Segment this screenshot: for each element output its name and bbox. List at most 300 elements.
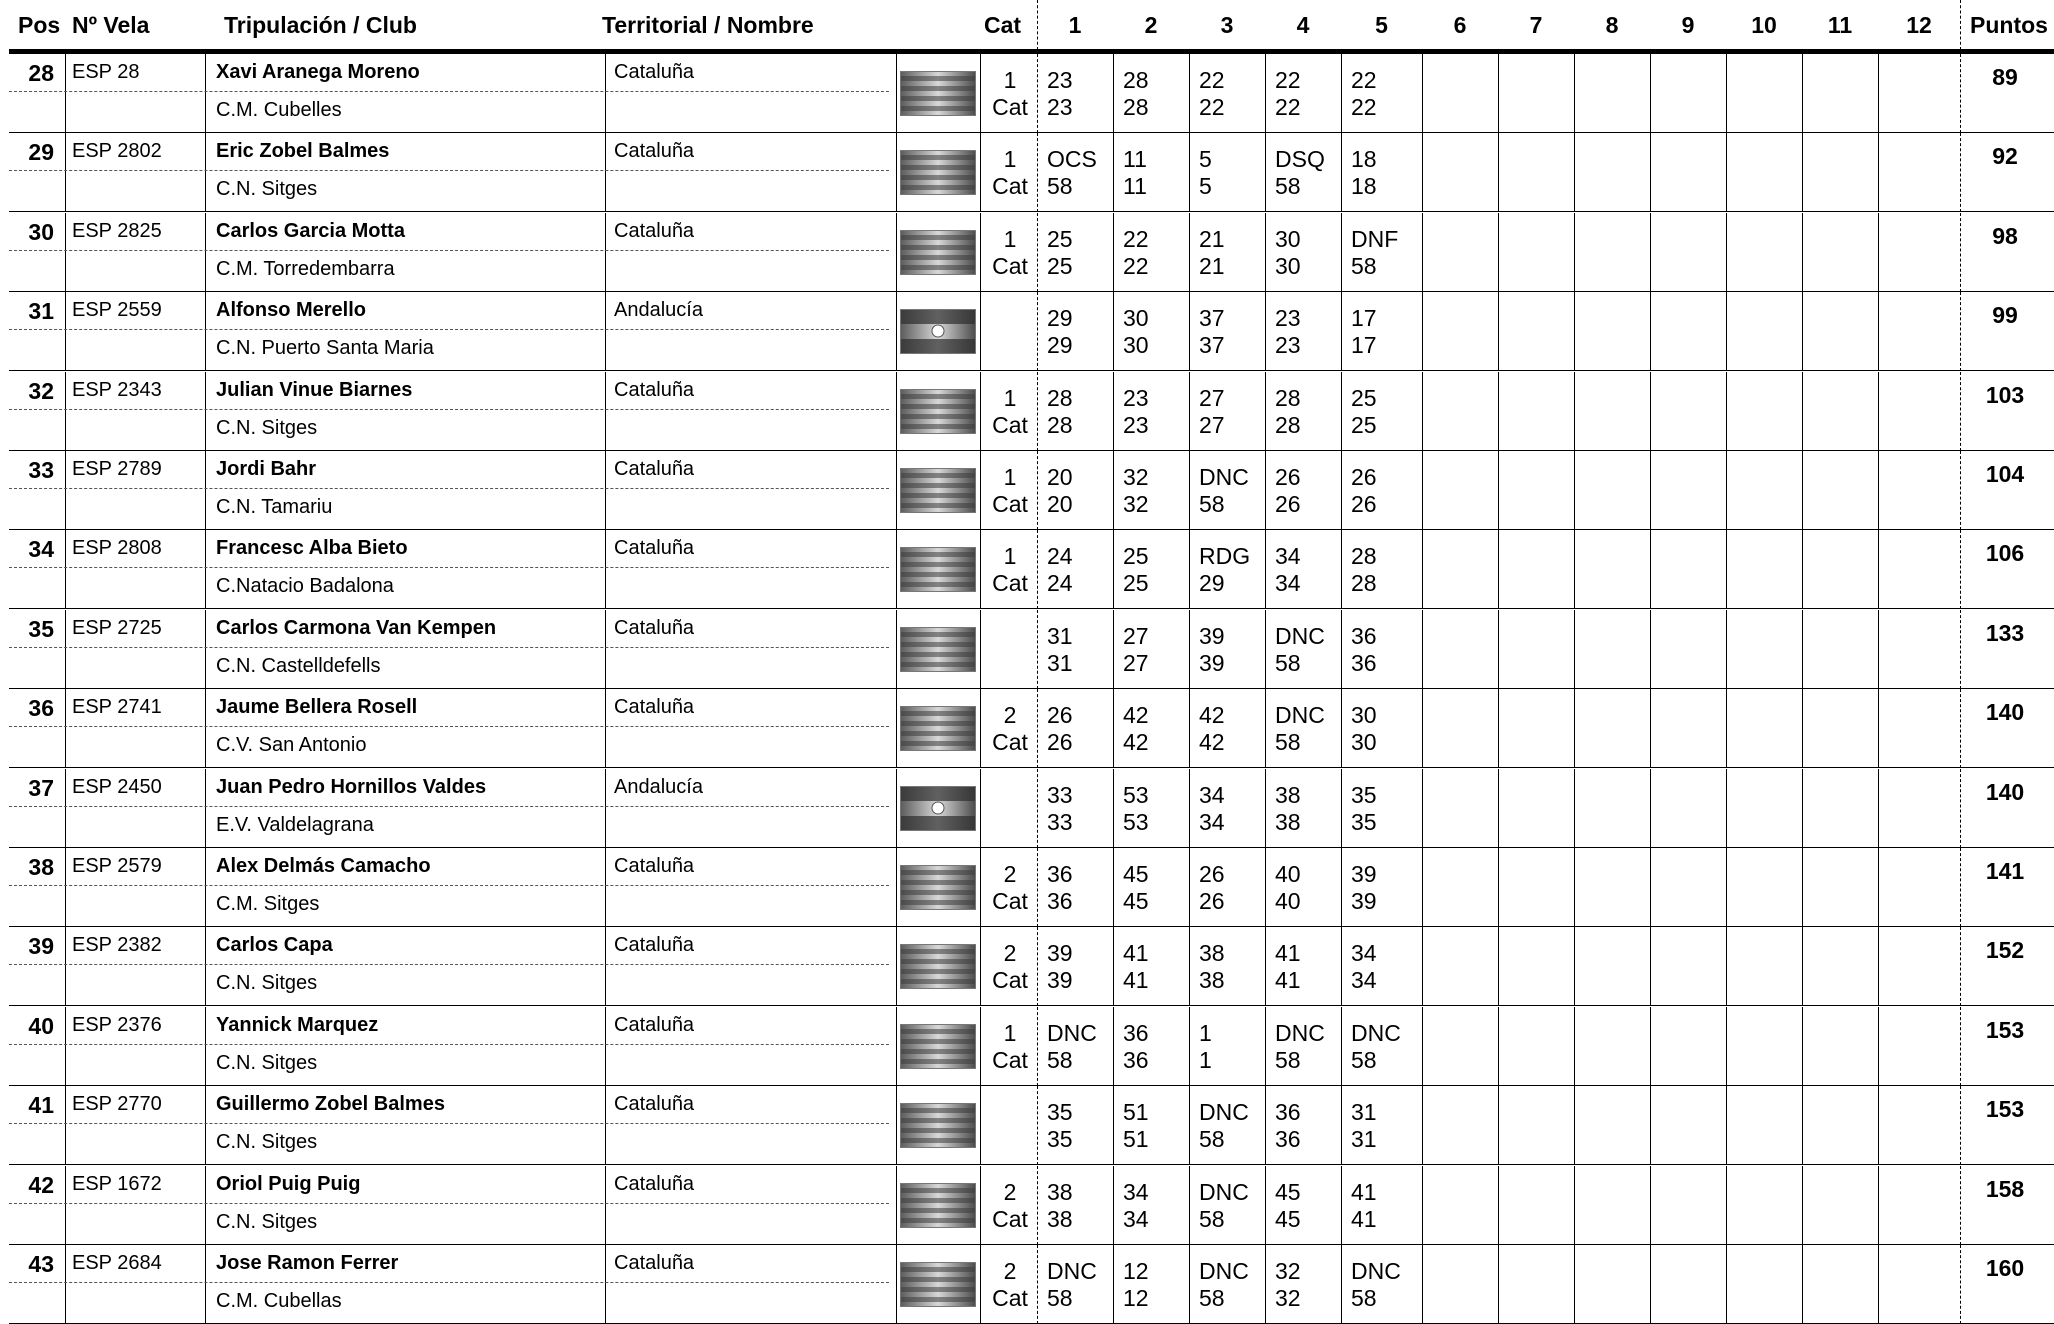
grid-line xyxy=(1265,689,1266,768)
grid-line xyxy=(1650,372,1651,451)
race-4-result: 22 xyxy=(1275,67,1301,93)
grid-line xyxy=(1574,530,1575,609)
grid-line xyxy=(1802,1166,1803,1245)
total-points: 99 xyxy=(1992,302,2018,329)
category-label: Cat xyxy=(992,411,1028,438)
grid-line xyxy=(1422,927,1423,1006)
grid-line xyxy=(1574,292,1575,371)
row-divider xyxy=(9,885,889,886)
race-5-points: 25 xyxy=(1351,411,1377,438)
grid-line xyxy=(1802,1086,1803,1165)
grid-line xyxy=(1498,689,1499,768)
race-3-points: 5 xyxy=(1199,173,1212,200)
race-1-points: 25 xyxy=(1047,252,1073,279)
grid-line xyxy=(896,689,897,768)
grid-line xyxy=(1341,372,1342,451)
grid-line xyxy=(1113,133,1114,212)
race-3-result: 5 xyxy=(1199,146,1212,173)
club-name: E.V. Valdelagrana xyxy=(216,813,374,836)
table-row xyxy=(0,451,2054,530)
category-number: 1 xyxy=(1003,543,1017,570)
grid-line xyxy=(1498,372,1499,451)
race-4-result: 41 xyxy=(1275,940,1301,967)
grid-line xyxy=(1037,372,1038,451)
header-separator xyxy=(1960,0,1961,50)
race-5-result: 30 xyxy=(1351,702,1377,729)
race-2-points: 34 xyxy=(1123,1205,1149,1232)
total-points: 103 xyxy=(1985,381,2025,408)
grid-line xyxy=(1113,54,1114,133)
grid-line xyxy=(605,1007,606,1086)
race-4-result: 32 xyxy=(1275,1258,1301,1284)
territorial: Cataluña xyxy=(614,219,695,242)
row-divider xyxy=(9,409,889,410)
race-1-points: 31 xyxy=(1047,649,1073,676)
catalonia-flag xyxy=(900,468,976,513)
race-4-result: 26 xyxy=(1275,464,1301,490)
grid-line xyxy=(1574,1007,1575,1086)
sail-number: ESP 2343 xyxy=(72,378,162,401)
race-4-points: 30 xyxy=(1275,252,1301,279)
race-2-result: 12 xyxy=(1123,1258,1149,1284)
grid-line xyxy=(1265,530,1266,609)
grid-line xyxy=(65,54,66,133)
race-1-points: 39 xyxy=(1047,967,1073,994)
grid-line xyxy=(1726,1245,1727,1324)
grid-line xyxy=(1113,848,1114,927)
position: 31 xyxy=(28,298,54,325)
race-4-points: 58 xyxy=(1275,173,1301,200)
grid-line xyxy=(65,927,66,1006)
table-row xyxy=(0,848,2054,927)
grid-line xyxy=(65,1086,66,1165)
grid-line xyxy=(1341,530,1342,609)
race-4-result: 34 xyxy=(1275,543,1301,570)
race-1-result: 33 xyxy=(1047,781,1073,808)
grid-line xyxy=(1802,610,1803,689)
catalonia-flag xyxy=(900,706,976,751)
category-number: 2 xyxy=(1003,1178,1017,1205)
grid-line xyxy=(1574,133,1575,212)
sail-number: ESP 2802 xyxy=(72,140,162,163)
race-2-points: 11 xyxy=(1123,173,1147,200)
grid-line xyxy=(1726,213,1727,292)
race-4-points: 58 xyxy=(1275,1046,1301,1073)
club-name: C.N. Sitges xyxy=(216,178,318,201)
grid-line xyxy=(1422,1245,1423,1324)
grid-line xyxy=(205,292,206,371)
grid-line xyxy=(1189,54,1190,133)
club-name: C.M. Torredembarra xyxy=(216,257,395,280)
race-1-points: 28 xyxy=(1047,411,1073,438)
andalucia-flag xyxy=(900,309,976,354)
race-1-points: 36 xyxy=(1047,888,1073,914)
grid-line xyxy=(896,769,897,848)
total-points: 140 xyxy=(1985,778,2025,805)
race-2-points: 32 xyxy=(1123,491,1149,517)
grid-line xyxy=(65,133,66,212)
grid-line xyxy=(1341,133,1342,212)
race-5-points: 39 xyxy=(1351,888,1377,914)
race-1-result: 29 xyxy=(1047,305,1073,332)
grid-line xyxy=(1802,1007,1803,1086)
race-1-points: 26 xyxy=(1047,729,1073,756)
club-name: C.M. Cubelles xyxy=(216,99,342,121)
race-3-result: 27 xyxy=(1199,384,1225,411)
grid-line xyxy=(1189,451,1190,530)
total-points: 153 xyxy=(1985,1016,2025,1043)
total-points: 98 xyxy=(1992,222,2018,249)
grid-line xyxy=(1341,213,1342,292)
race-1-result: DNC xyxy=(1047,1019,1097,1046)
race-5-points: 18 xyxy=(1351,173,1377,200)
total-points: 140 xyxy=(1985,699,2025,726)
race-4-points: 58 xyxy=(1275,649,1301,676)
grid-line xyxy=(1574,54,1575,133)
grid-line xyxy=(1189,1245,1190,1324)
catalonia-flag xyxy=(900,230,976,275)
grid-line xyxy=(1726,133,1727,212)
race-5-points: 35 xyxy=(1351,808,1377,835)
race-2-points: 25 xyxy=(1123,570,1149,597)
race-5-points: 30 xyxy=(1351,729,1377,756)
grid-line xyxy=(896,1086,897,1165)
race-1-points: 38 xyxy=(1047,1205,1073,1232)
grid-line xyxy=(1726,1086,1727,1165)
grid-line xyxy=(1422,610,1423,689)
grid-line xyxy=(980,133,981,212)
race-4-points: 45 xyxy=(1275,1205,1301,1232)
grid-line xyxy=(1113,372,1114,451)
grid-line xyxy=(1265,1245,1266,1324)
results-header xyxy=(0,0,2054,54)
category-label: Cat xyxy=(992,491,1028,517)
crew-name: Jordi Bahr xyxy=(216,458,317,480)
grid-line xyxy=(1498,451,1499,530)
grid-line xyxy=(1574,927,1575,1006)
grid-line xyxy=(1802,927,1803,1006)
race-4-points: 23 xyxy=(1275,332,1301,359)
grid-line xyxy=(1498,1086,1499,1165)
grid-line xyxy=(1113,1007,1114,1086)
grid-line xyxy=(1650,133,1651,212)
table-row xyxy=(0,769,2054,848)
grid-line xyxy=(65,769,66,848)
race-2-points: 53 xyxy=(1123,808,1149,835)
race-2-result: 45 xyxy=(1123,861,1149,887)
race-3-result: 42 xyxy=(1199,702,1225,729)
grid-line xyxy=(1037,1007,1038,1086)
grid-line xyxy=(605,530,606,609)
grid-line xyxy=(896,213,897,292)
header-race-8: 8 xyxy=(1605,12,1619,38)
grid-line xyxy=(1265,769,1266,848)
sail-number: ESP 2376 xyxy=(72,1013,162,1036)
sail-number: ESP 2741 xyxy=(72,696,162,719)
grid-line xyxy=(1189,769,1190,848)
race-4-result: DNC xyxy=(1275,622,1325,649)
category-label: Cat xyxy=(992,252,1028,279)
race-3-points: 58 xyxy=(1199,491,1225,517)
grid-line xyxy=(1113,769,1114,848)
grid-line xyxy=(1422,372,1423,451)
grid-line xyxy=(1650,927,1651,1006)
grid-line xyxy=(205,54,206,133)
race-2-result: 30 xyxy=(1123,305,1149,332)
crew-name: Carlos Capa xyxy=(216,934,333,957)
table-row xyxy=(0,1007,2054,1086)
race-1-points: 58 xyxy=(1047,1285,1073,1311)
race-5-result: 28 xyxy=(1351,543,1377,570)
race-4-points: 32 xyxy=(1275,1285,1301,1311)
grid-line xyxy=(1265,133,1266,212)
grid-line xyxy=(205,213,206,292)
grid-line xyxy=(605,689,606,768)
grid-line xyxy=(1422,133,1423,212)
grid-line xyxy=(980,372,981,451)
grid-line xyxy=(1037,769,1038,848)
category-number: 2 xyxy=(1003,702,1017,729)
race-2-points: 23 xyxy=(1123,411,1149,438)
race-5-result: 26 xyxy=(1351,464,1377,490)
grid-line xyxy=(1341,54,1342,133)
race-1-points: 24 xyxy=(1047,570,1073,597)
race-3-points: 58 xyxy=(1199,1126,1225,1153)
grid-line xyxy=(205,689,206,768)
race-2-points: 30 xyxy=(1123,332,1149,359)
grid-line xyxy=(1878,1086,1879,1165)
grid-line xyxy=(1341,1007,1342,1086)
race-4-points: 41 xyxy=(1275,967,1301,994)
race-3-result: DNC xyxy=(1199,1178,1249,1205)
grid-line xyxy=(1878,54,1879,133)
sail-number: ESP 1672 xyxy=(72,1172,162,1195)
race-2-points: 12 xyxy=(1123,1285,1149,1311)
row-divider xyxy=(9,250,889,251)
grid-line xyxy=(1498,1007,1499,1086)
race-5-points: 41 xyxy=(1351,1205,1377,1232)
grid-line xyxy=(1726,689,1727,768)
catalonia-flag xyxy=(900,389,976,434)
position: 34 xyxy=(28,536,54,563)
grid-line xyxy=(1037,292,1038,371)
header-points: Puntos xyxy=(1970,12,2048,38)
header-race-11: 11 xyxy=(1827,12,1853,38)
row-divider xyxy=(9,1044,889,1045)
grid-line xyxy=(1189,1166,1190,1245)
race-1-result: 20 xyxy=(1047,464,1073,490)
grid-line xyxy=(205,610,206,689)
category-label: Cat xyxy=(992,729,1028,756)
crew-name: Julian Vinue Biarnes xyxy=(216,378,413,401)
grid-line xyxy=(1802,213,1803,292)
andalucia-flag xyxy=(900,786,976,831)
race-5-points: 26 xyxy=(1351,491,1377,517)
grid-line xyxy=(1341,451,1342,530)
catalonia-flag xyxy=(900,865,976,910)
table-row xyxy=(0,292,2054,371)
row-divider xyxy=(9,647,889,648)
grid-line xyxy=(65,610,66,689)
race-4-result: 40 xyxy=(1275,861,1301,887)
race-1-result: 23 xyxy=(1047,67,1073,93)
catalonia-flag xyxy=(900,150,976,195)
territorial: Andalucía xyxy=(614,299,703,322)
grid-line xyxy=(605,133,606,212)
grid-line xyxy=(1037,610,1038,689)
grid-line xyxy=(1422,54,1423,133)
race-5-result: DNC xyxy=(1351,1258,1401,1284)
grid-line xyxy=(1341,769,1342,848)
total-points: 152 xyxy=(1985,937,2025,964)
race-1-result: 36 xyxy=(1047,861,1073,887)
race-5-result: 25 xyxy=(1351,384,1377,411)
race-2-result: 41 xyxy=(1123,940,1149,967)
table-row xyxy=(0,530,2054,609)
grid-line xyxy=(1037,530,1038,609)
grid-line xyxy=(980,1086,981,1165)
grid-line xyxy=(1341,927,1342,1006)
grid-line xyxy=(896,848,897,927)
grid-line xyxy=(1189,372,1190,451)
race-3-points: 26 xyxy=(1199,888,1225,914)
grid-line xyxy=(980,213,981,292)
grid-line xyxy=(1802,133,1803,212)
grid-line xyxy=(1574,769,1575,848)
grid-line xyxy=(1265,610,1266,689)
grid-line xyxy=(1498,927,1499,1006)
catalonia-flag xyxy=(900,1103,976,1148)
category-number: 2 xyxy=(1003,861,1017,887)
grid-line xyxy=(1341,1166,1342,1245)
grid-line xyxy=(65,1007,66,1086)
race-1-result: 28 xyxy=(1047,384,1073,411)
grid-line xyxy=(1574,451,1575,530)
grid-line xyxy=(980,1007,981,1086)
grid-line xyxy=(605,54,606,133)
club-name: C.N. Castelldefells xyxy=(216,654,381,677)
grid-line xyxy=(1265,213,1266,292)
territorial: Cataluña xyxy=(614,61,695,83)
race-5-result: 17 xyxy=(1351,305,1377,332)
sail-number: ESP 2725 xyxy=(72,616,162,639)
club-name: C.Natacio Badalona xyxy=(216,575,394,598)
race-2-result: 32 xyxy=(1123,464,1149,490)
race-2-result: 25 xyxy=(1123,543,1149,570)
position: 30 xyxy=(28,218,54,245)
race-5-points: 17 xyxy=(1351,332,1377,359)
grid-line xyxy=(1650,292,1651,371)
race-4-points: 22 xyxy=(1275,94,1301,120)
grid-line xyxy=(1498,848,1499,927)
race-2-points: 42 xyxy=(1123,729,1149,756)
grid-line xyxy=(1498,1245,1499,1324)
row-divider xyxy=(9,329,889,330)
grid-line xyxy=(1650,1007,1651,1086)
grid-line xyxy=(1037,1166,1038,1245)
table-row xyxy=(0,372,2054,451)
grid-line xyxy=(1650,1245,1651,1324)
grid-line xyxy=(980,292,981,371)
sail-number: ESP 2808 xyxy=(72,537,162,560)
grid-line xyxy=(65,292,66,371)
row-divider xyxy=(9,1123,889,1124)
race-2-result: 11 xyxy=(1123,146,1147,173)
category-number: 2 xyxy=(1003,1258,1017,1284)
grid-line xyxy=(896,610,897,689)
table-row xyxy=(0,610,2054,689)
race-5-result: DNF xyxy=(1351,225,1399,252)
race-2-points: 22 xyxy=(1123,252,1149,279)
grid-line xyxy=(65,213,66,292)
grid-line xyxy=(1878,1245,1879,1324)
race-4-result: 36 xyxy=(1275,1099,1301,1126)
territorial: Cataluña xyxy=(614,537,695,560)
crew-name: Juan Pedro Hornillos Valdes xyxy=(216,775,487,798)
grid-line xyxy=(605,1166,606,1245)
grid-line xyxy=(896,1245,897,1324)
grid-line xyxy=(896,927,897,1006)
grid-line xyxy=(1802,451,1803,530)
grid-line xyxy=(1726,1007,1727,1086)
race-5-points: 34 xyxy=(1351,967,1377,994)
race-3-result: DNC xyxy=(1199,1258,1249,1284)
race-2-points: 27 xyxy=(1123,649,1149,676)
crew-name: Eric Zobel Balmes xyxy=(216,140,390,163)
grid-line xyxy=(65,1245,66,1324)
sail-number: ESP 2579 xyxy=(72,855,162,877)
race-3-result: 1 xyxy=(1199,1019,1212,1046)
grid-line xyxy=(980,610,981,689)
row-divider xyxy=(9,1203,889,1204)
grid-line xyxy=(205,1007,206,1086)
grid-line xyxy=(205,927,206,1006)
sail-number: ESP 2450 xyxy=(72,775,162,798)
race-4-points: 40 xyxy=(1275,888,1301,914)
header-race-7: 7 xyxy=(1529,12,1543,38)
grid-line xyxy=(1422,848,1423,927)
table-row xyxy=(0,1086,2054,1165)
grid-line xyxy=(1878,769,1879,848)
grid-line xyxy=(1726,848,1727,927)
grid-line xyxy=(896,1007,897,1086)
grid-line xyxy=(1422,769,1423,848)
grid-line xyxy=(1802,769,1803,848)
grid-line xyxy=(1650,213,1651,292)
grid-line xyxy=(896,530,897,609)
race-2-points: 28 xyxy=(1123,94,1149,120)
grid-line xyxy=(980,54,981,133)
race-5-result: 35 xyxy=(1351,781,1377,808)
grid-line xyxy=(205,1166,206,1245)
grid-line xyxy=(1113,292,1114,371)
race-5-result: 34 xyxy=(1351,940,1377,967)
race-3-points: 58 xyxy=(1199,1285,1225,1311)
category-number: 1 xyxy=(1003,1019,1017,1046)
grid-line xyxy=(1650,530,1651,609)
grid-line xyxy=(1574,1245,1575,1324)
category-label: Cat xyxy=(992,570,1028,597)
grid-line xyxy=(1189,213,1190,292)
race-5-points: 31 xyxy=(1351,1126,1377,1153)
grid-line xyxy=(1802,530,1803,609)
grid-line xyxy=(1726,769,1727,848)
grid-line xyxy=(1037,1086,1038,1165)
category-label: Cat xyxy=(992,173,1028,200)
grid-line xyxy=(1422,292,1423,371)
race-1-result: 39 xyxy=(1047,940,1073,967)
crew-name: Alex Delmás Camacho xyxy=(216,855,431,877)
